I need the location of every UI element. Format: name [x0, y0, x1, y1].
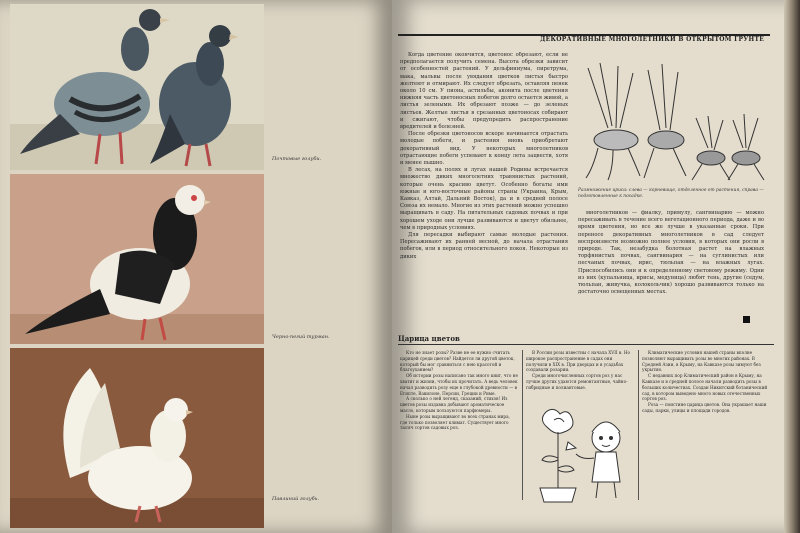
paragraph: Роза — поистине царица цветов. Она украшает наши сады, парки, улицы и площади городов. [642, 402, 767, 413]
homing-pigeons-image [10, 4, 264, 170]
caption-homing-pigeons: Почтовые голуби. [272, 156, 322, 162]
paragraph: Среди многочисленных сортов роз у нас лучше других удаются ремонтантные, чайно-гибридные и полиантовые. [526, 373, 628, 390]
rose-gardener-illustration [526, 398, 634, 506]
paragraph: Климатические условия нашей страны вполне позволяют выращивать розы во многих районах. В Средней Азии, в Крыму, на Кавказе розы зимуют без укрытия. [642, 350, 761, 373]
section-title: Царица цветов [398, 334, 460, 343]
paragraph: Об истории розы написано так много книг, что не хватит и жизни, чтобы их прочитать. А ведь человек начал разводить розу еще в глубокой древности — в Египте, Вавилоне, Персии, Греции и Риме. [400, 373, 518, 396]
tumbler-image [10, 174, 264, 344]
figure-caption: Размножение ириса: слева — корневище, отделенное от растения, справа — подготовленные к посадке. [578, 188, 764, 199]
body-column-2 [578, 210, 764, 316]
paragraph: Для пересадки выбирают самые молодые растения. Пересаживают их ранней весной, до начала отрастания побегов, или в период относительного покоя. Некоторые из диких [400, 232, 568, 260]
fantail-image [10, 348, 264, 528]
caption-tumbler: Черно-пегий турман. [272, 334, 330, 340]
caption-fantail: Павлиний голубь. [272, 496, 319, 502]
paragraph: А сколько о ней легенд, сказаний, стихов! Из цветов розы издавна добывают ароматическое масло, которым пользуются парфюмеры. [400, 396, 508, 413]
iris-illustration [578, 58, 768, 184]
running-header: ДЕКОРАТИВНЫЕ МНОГОЛЕТНИКИ В ОТКРЫТОМ ГРУНТЕ [540, 36, 765, 43]
photo-homing-pigeons [10, 4, 264, 170]
column-divider [522, 350, 523, 500]
paragraph: После обрезки цветоносов вскоре начинается отрастать молодые побеги, и растения вновь приобретают декоративный вид. У некоторых многолетников отрастающие побеги успевают к концу лета зацвести, хотя и менее пышно. [400, 131, 568, 167]
page-edge [784, 0, 800, 533]
box-column-1 [400, 350, 518, 510]
end-mark [743, 316, 750, 323]
paragraph: Когда цветение окончится, цветонос обрезают, если не предполагается получить семена. Высота обрезки зависит от особенностей растений. У дельфиниума, пиретрума, мака, мальвы после увядания цветков листья быстро желтеют и отмирают. Их следует обрезать, оставляя пенек около 10 см. У пиона, астильбы, аконита после цветения нижняя часть цветоносных побегов долго остается живой, а листья зелеными. Их обрезают позже — до зеленых листьев. Желтые листья в срезанных цветоносах собирают и сжигают, чтобы предупредить распространение вредителей и болезней. [400, 52, 568, 131]
paragraph: Кто не знает розы? Разве не ее нужно считать царицей среди цветов? Найдется ли другой цветок, который бы мог сравниться с нею красотой и благоуханием? [400, 350, 515, 373]
paragraph: В лесах, на полях и лугах нашей Родины встречается множество диких многолетних травянистых растений, которые очень красиво цветут. Особенно богаты ими южные и юго-восточные районы страны (Украина, Крым, Кавказ, Алтай, Дальний Восток), да и в средней полосе Союза их немало. Многие из этих растений можно успешно выращивать в саду. На питательных садовых почвах и при хорошем уходе они лучше развиваются и цветут обильнее, чем в природных условиях. [400, 167, 568, 231]
paragraph: многолетников — фиалку, примулу, сангвинарию — можно пересаживать в течение всего вегетационного периода, даже и во время цветения, но все же лучше в указанные сроки. При переносе декоративных многолетников в сад следует воспроизвести возможно полнее условия, в которых они росли в природе. Так, незабудка болотная растет на влажных торфянистых почвах, сангвинария — на суглинистых или песчаных почвах, ирис, тюльпан — на влажных лугах. Приспособились они и к определенному световому режиму. Одни из них (купальница, ирисы, медуница) любят тень, другие (седум, тюльпан, живучка, колокольчик) хорошо развиваются только на достаточно освещенных местах. [578, 210, 764, 296]
paragraph: Ныне розы выращивают во всех странах мира, где только позволяет климат. Существует много тысяч сортов садовых роз. [400, 413, 510, 431]
body-column-1 [400, 52, 568, 330]
paragraph: С недавних пор Климатический район в Крыму, на Кавказе и в средней полосе начали разводить розы в больших количествах. Создан Никитский ботанический сад, в котором выведено много новых отечественных сортов роз. [642, 373, 768, 402]
left-page [0, 0, 392, 533]
box-column-2 [526, 350, 634, 394]
section-rule [398, 344, 774, 345]
column-divider [638, 350, 639, 500]
photo-fantail [10, 348, 264, 528]
paragraph: В России розы известны с начала XVII в. Но широкое распространение в садах они получили в XIX в. При дворцах и в усадьбах создавали розарии. [526, 350, 631, 373]
photo-tumbler [10, 174, 264, 344]
box-column-3 [642, 350, 772, 510]
